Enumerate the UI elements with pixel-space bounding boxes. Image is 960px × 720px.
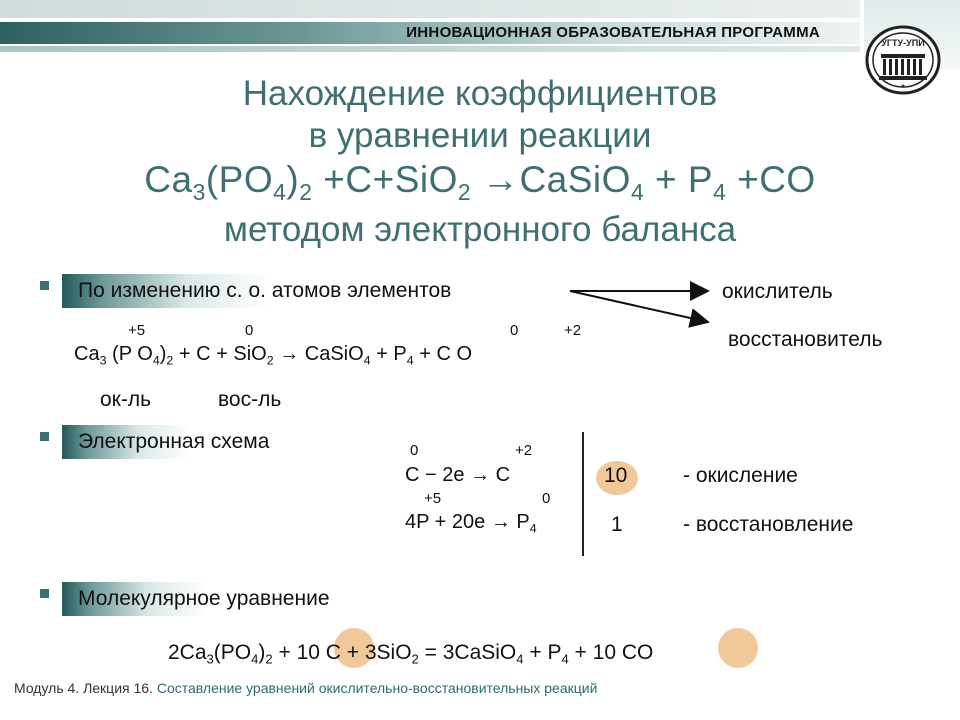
ox-state-co: +2: [564, 322, 582, 339]
svg-text:УГТУ-УПИ: УГТУ-УПИ: [881, 38, 925, 48]
header-band-top: [0, 0, 860, 18]
half-reaction-reduction: $4P + 20e \to P_4$: [405, 511, 537, 536]
program-title: ИННОВАЦИОННАЯ ОБРАЗОВАТЕЛЬНАЯ ПРОГРАММА: [406, 24, 820, 41]
ox-state-p-right: 0: [542, 490, 551, 507]
process-oxidation: - окисление: [683, 464, 798, 487]
arrows-graphic: [560, 280, 720, 330]
slide-title-line4: методом электронного баланса: [223, 210, 737, 249]
multiplier-reduction: 1: [611, 513, 623, 536]
slide-title-line2: в уравнении реакции: [308, 116, 652, 155]
half-reaction-oxidation: C − 2e → C: [405, 464, 511, 486]
slide-title-line1: Нахождение коэффициентов: [242, 74, 718, 113]
coefficient-highlight-co: [718, 628, 758, 668]
process-reduction: - восстановление: [683, 513, 854, 536]
reducer-abbr: вос-ль: [218, 388, 282, 411]
ox-state-p4: 0: [510, 322, 519, 339]
ox-state-c-left: 0: [410, 442, 419, 459]
header-band-bottom: [0, 46, 860, 52]
section2-label: Электронная схема: [78, 430, 270, 453]
molecular-equation: $2Ca_3(PO_4)_2 + 10$ C + 3SiO$_2$ = 3CaSiO$_4$ + $P_4 + 10$ CO: [168, 641, 654, 667]
ox-state-c-right: +2: [515, 442, 533, 459]
section1-label: По изменению с. о. атомов элементов: [78, 279, 452, 302]
svg-text:✦: ✦: [900, 84, 906, 90]
ox-state-c: 0: [245, 322, 254, 339]
section3-label: Молекулярное уравнение: [78, 587, 330, 610]
oxidation-equation: $Ca_3$ (P $O_4)_2 + C + SiO_2$ → CaSiO$_4$ + $P_4 + C$ O: [74, 343, 473, 368]
footer-topic: Составление уравнений окислительно-восстановительных реакций: [156, 680, 598, 696]
bullet-marker: [40, 432, 49, 441]
scheme-divider: [582, 432, 584, 556]
footer-module: Модуль 4. Лекция 16.: [14, 680, 157, 696]
footer-caption: [14, 680, 597, 696]
ox-state-p-left: +5: [424, 490, 442, 507]
ox-state-p: +5: [128, 322, 146, 339]
bullet-marker: [40, 281, 49, 290]
bullet-marker: [40, 589, 49, 598]
reaction-equation-title: $Ca_3(PO_4)_2 +C+SiO_2$ →CaSiO$_4$ + $P_4 +CO$: [144, 159, 816, 206]
oxidizer-label: окислитель: [722, 280, 833, 303]
reducer-label: восстановитель: [728, 328, 883, 351]
oxidizer-abbr: ок-ль: [100, 388, 152, 411]
multiplier-oxidation: 10: [604, 464, 628, 487]
